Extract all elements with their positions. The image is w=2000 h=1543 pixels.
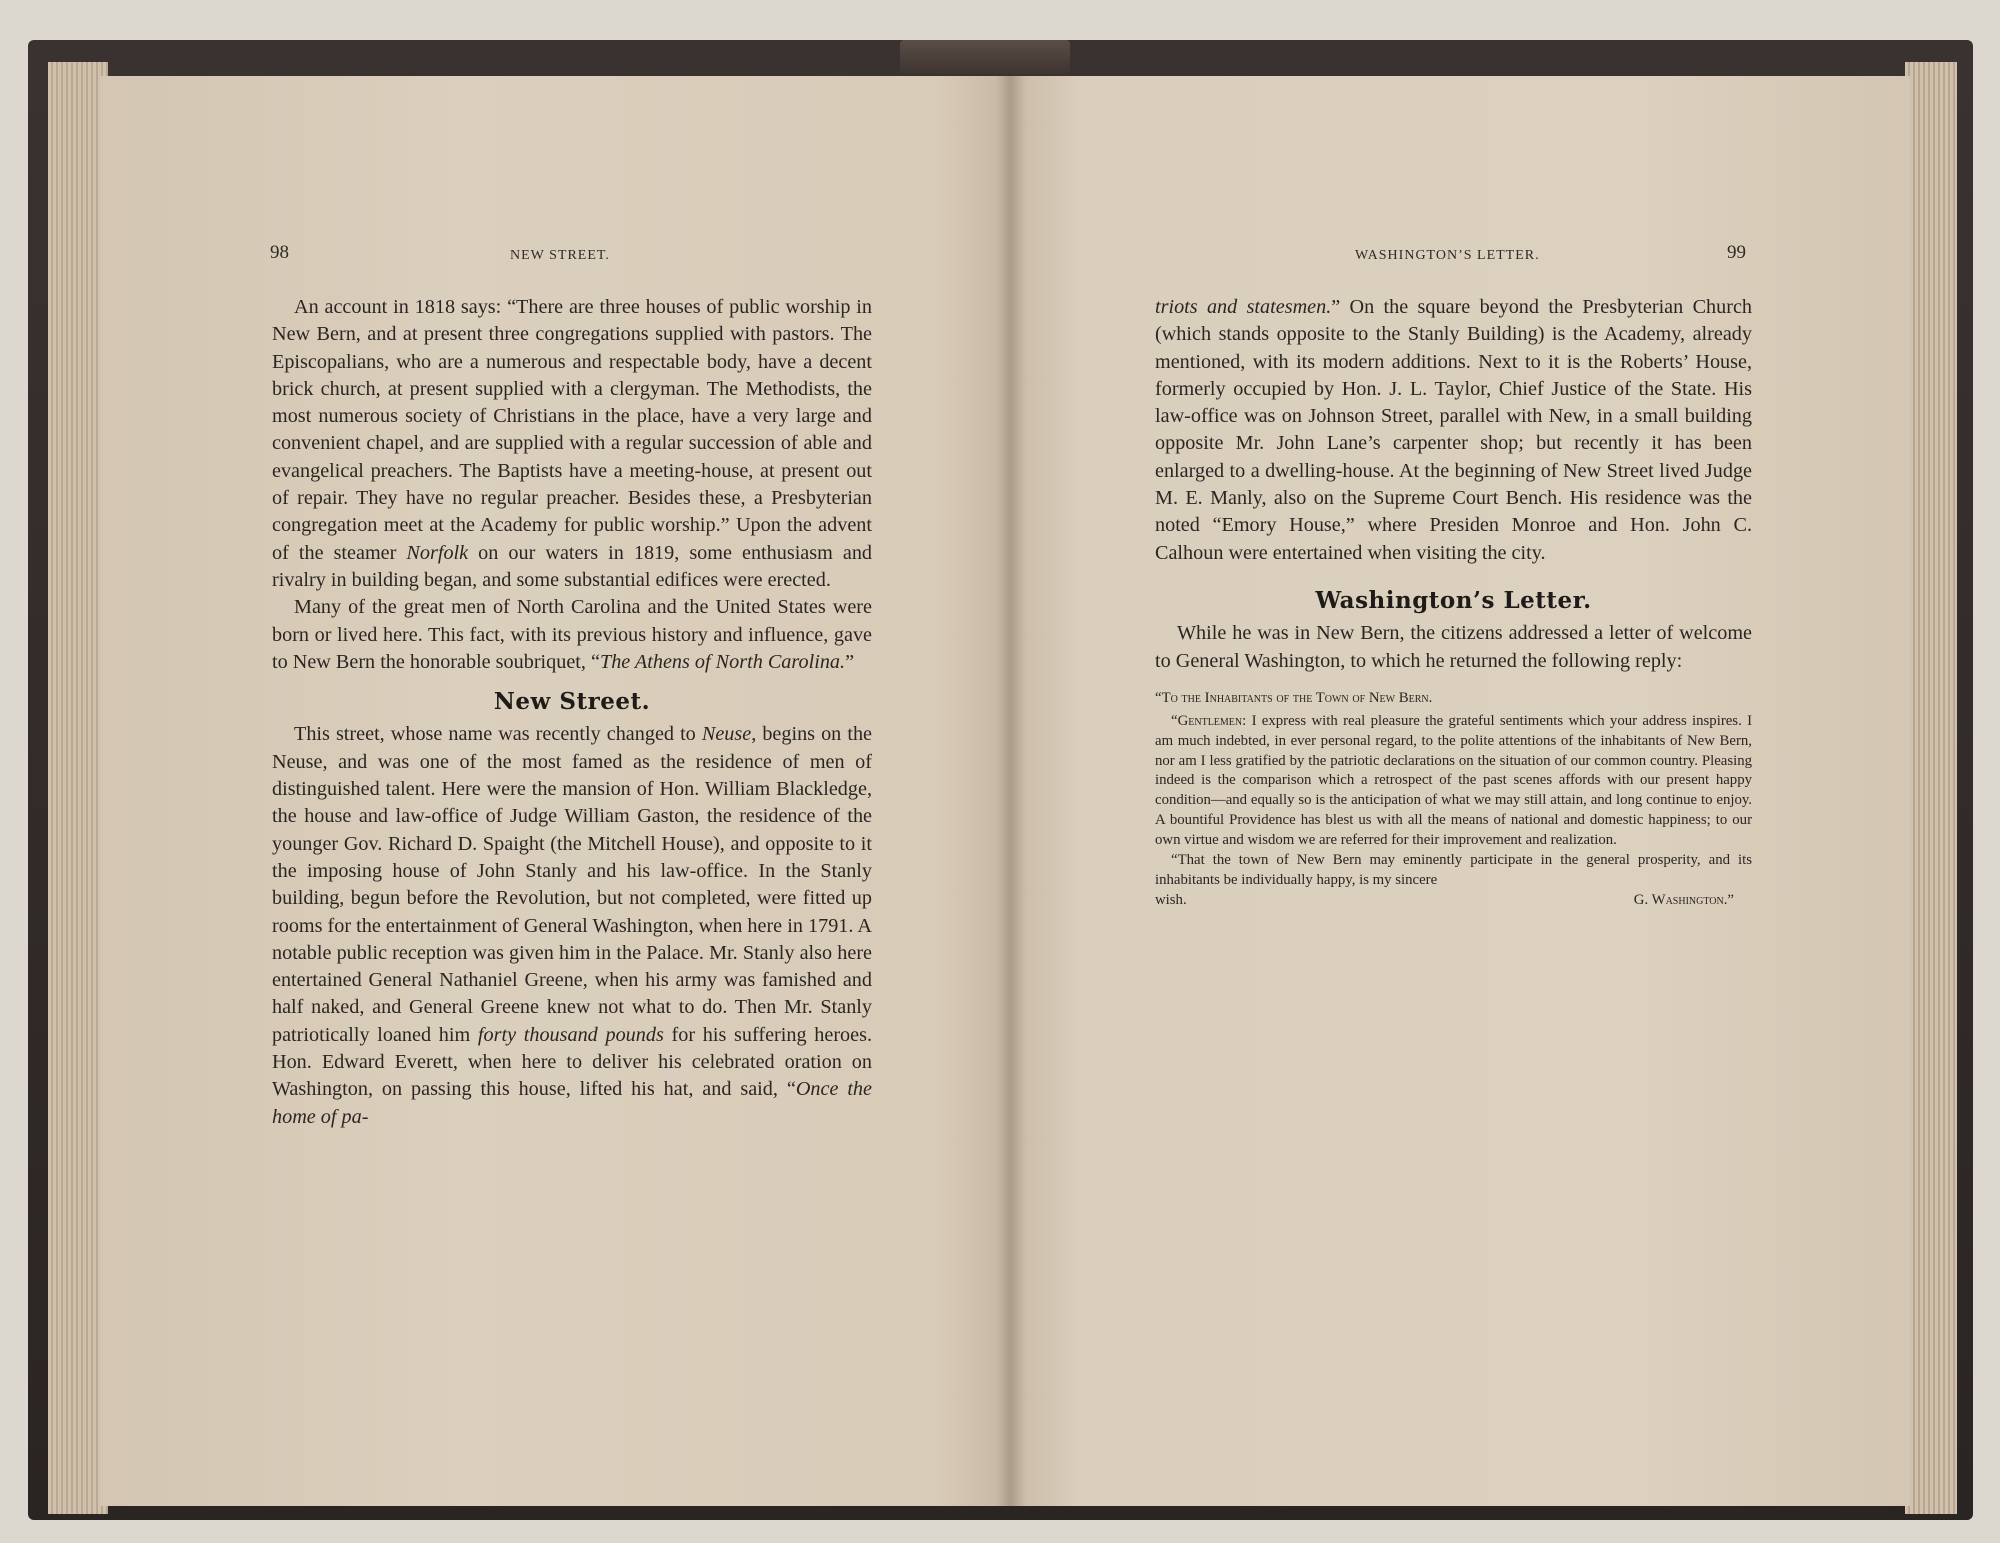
running-head: WASHINGTON’S LETTER.: [1355, 248, 1540, 263]
letter-address: “To the Inhabitants of the Town of New Bern.: [1155, 689, 1433, 706]
paragraph: While he was in New Bern, the citizens addressed a letter of welcome to General Washington, to which he returned the following reply:: [1155, 622, 1752, 672]
paragraph: An account in 1818 says: “There are three houses of public worship in New Bern, and at present three congregations supplied with pastors. The Episcopalians, who are a numerous and respectable body, have a decent brick church, at present supplied with a clergyman. The Methodists, the most numerous society of Christians in the place, have a very large and convenient chapel, and are supplied with a regular succession of able and evangelical preachers. The Baptists have a meeting-house, at present out of repair. They have no regular preacher. Besides these, a Presbyterian congregation meet at the Academy for public worship.” Upon the advent of the steamer Norfolk on our waters in 1819, some enthusiasm and rivalry in building began, and some substantial edifices were erected.: [272, 296, 873, 591]
page-edges-right: [1905, 62, 1957, 1514]
page-number: 99: [1727, 242, 1746, 263]
running-head: NEW STREET.: [510, 248, 610, 263]
paragraph: Many of the great men of North Carolina and the United States were born or lived here. This fact, with its previous history and influence, gave to New Bern the honorable soubriquet, “The Athens of North Carolina.”: [272, 596, 872, 673]
left-page: [100, 76, 1010, 1506]
paragraph: triots and statesmen.” On the square beyond the Presbyterian Church (which stands opposite to the Stanly Building) is the Academy, already mentioned, with its modern additions. Next to it is the Roberts’ House, formerly occupied by Hon. J. L. Taylor, Chief Justice of the State. His law-office was on Johnson Street, parallel with New, in a small building opposite Mr. John Lane’s carpenter shop; but recently it has been enlarged to a dwelling-house. At the beginning of New Street lived Judge M. E. Manly, also on the Supreme Court Bench. His residence was the noted “Emory House,” where Presiden Monroe and Hon. John C. Calhoun were entertained when visiting the city.: [1155, 296, 1752, 564]
book-gutter: [996, 76, 1026, 1506]
letter-paragraph: “Gentlemen: I express with real pleasure the grateful sentiments which your address inspires. I am much indebted, in ever personal regard, to the polite attentions of the inhabitants of New Bern, nor am I less gratified by the patriotic declarations on the situation of our common country. Pleasing indeed is the comparison which a retrospect of the past scenes affords with our present happy condition—and equally so is the anticipation of what we may still attain, and long continue to enjoy. A bountiful Providence has blest us with all the means of national and domestic happiness; to our own virtue and wisdom we are referred for their improvement and realization.: [1155, 712, 1752, 849]
book-spine: [900, 40, 1070, 74]
section-heading: Washington’s Letter.: [1315, 586, 1592, 614]
paragraph: This street, whose name was recently changed to Neuse, begins on the Neuse, and was one of the most famed as the residence of men of distinguished talent. Here were the mansion of Hon. William Blackledge, the house and law-office of Judge William Gaston, the residence of the younger Gov. Richard D. Spaight (the Mitchell House), and opposite to it the imposing house of John Stanly and his law-office. In the Stanly building, begun before the Revolution, but not completed, were fitted up rooms for the entertainment of General Washington, when here in 1791. A notable public reception was given him in the Palace. Mr. Stanly also here entertained General Nathaniel Greene, when his army was famished and half naked, and General Greene knew not what to do. Then Mr. Stanly patriotically loaned him forty thousand pounds for his suffering heroes. Hon. Edward Everett, when here to deliver his celebrated oration on Washington, on passing this house, lifted his hat, and said, “Once the home of pa-: [272, 723, 873, 1128]
section-heading: New Street.: [493, 688, 651, 716]
letter-signature: G. Washington.”: [1633, 891, 1734, 908]
right-page: [1010, 76, 1910, 1506]
page-number: 98: [270, 242, 289, 263]
letter-paragraph: “That the town of New Bern may eminently participate in the general prosperity, and its inhabitants be individually happy, is my sincere: [1155, 852, 1752, 889]
washington-letter: [1155, 689, 1752, 911]
letter-signature-line: wish. G. Washington.”: [1155, 891, 1752, 911]
left-page-text: [272, 294, 872, 1131]
right-page-text: [1155, 294, 1752, 911]
page-edges-left: [48, 62, 108, 1514]
